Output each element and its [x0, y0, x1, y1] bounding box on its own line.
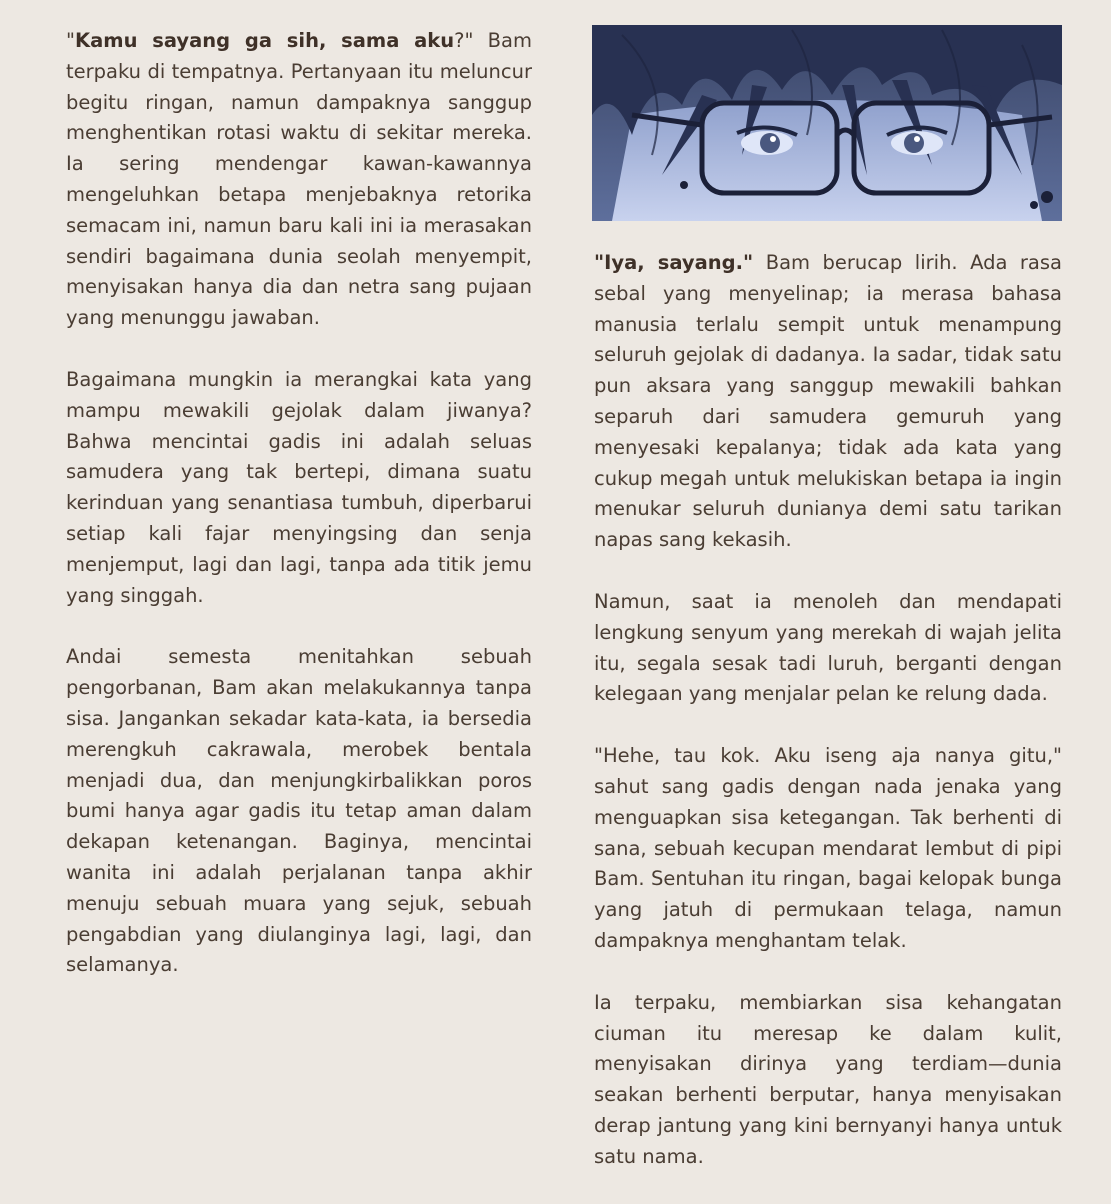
paragraph-text: Bam berucap lirih. Ada rasa sebal yang menyelinap; ia merasa bahasa manusia terlalu sempit untuk menampung seluruh gejolak di dadanya. Ia sadar, tidak satu pun aksara yang sanggup mewakili bahkan separuh dari samudera gemuruh yang menyesaki kepalanya; tidak ada kata yang cukup megah untuk melukiskan betapa ia ingin menukar seluruh dunianya demi satu tarikan napas sang kekasih. — [594, 251, 1062, 552]
right-column — [594, 248, 1062, 1204]
paragraph: Namun, saat ia menoleh dan mendapati lengkung senyum yang merekah di wajah jelita itu, segala sesak tadi luruh, berganti dengan kelegaan yang menjalar pelan ke relung dada. — [594, 589, 1062, 706]
glasses-boy-image — [592, 25, 1062, 221]
paragraph — [594, 248, 1062, 556]
character-illustration — [592, 25, 1062, 221]
paragraph: "Hehe, tau kok. Aku iseng aja nanya gitu," sahut sang gadis dengan nada jenaka yang menguapkan sisa ketegangan. Tak berhenti di sana, sebuah kecupan mendarat lembut di pipi Bam. Sentuhan itu ringan, bagai kelopak bunga yang jatuh di permukaan telaga, namun dampaknya menghantam telak. — [594, 744, 1062, 952]
dialogue-bold: Kamu sayang ga sih, sama aku — [74, 29, 455, 52]
quote-mark: " — [66, 29, 75, 52]
dialogue-bold: "Iya, sayang." — [594, 251, 754, 274]
paragraph: Andai semesta menitahkan sebuah pengorbanan, Bam akan melakukannya tanpa sisa. Jangankan sekadar kata-kata, ia bersedia merengkuh cakrawala, merobek bentala menjadi dua, dan menjungkirbalikkan poros bumi hanya agar gadis itu tetap aman dalam dekapan ketenangan. Baginya, mencintai wanita ini adalah perjalanan tanpa akhir menuju sebuah muara yang sejuk, sebuah pengabdian yang diulanginya lagi, lagi, dan selamanya. — [66, 645, 532, 977]
paragraph — [66, 26, 532, 334]
paragraph: Ia terpaku, membiarkan sisa kehangatan ciuman itu meresap ke dalam kulit, menyisakan dirinya yang terdiam—dunia seakan berhenti berputar, hanya menyisakan derap jantung yang kini bernyanyi hanya untuk satu nama. — [594, 990, 1062, 1168]
paragraph-text: ?" Bam terpaku di tempatnya. Pertanyaan itu meluncur begitu ringan, namun dampaknya sanggup menghentikan rotasi waktu di sekitar mereka. Ia sering mendengar kawan-kawannya mengeluhkan betapa menjebaknya retorika semacam ini, namun baru kali ini ia merasakan sendiri bagaimana dunia seolah menyempit, menyisakan hanya dia dan netra sang pujaan yang menunggu jawaban. — [66, 29, 532, 330]
left-column — [66, 26, 532, 1012]
paragraph: Bagaimana mungkin ia merangkai kata yang mampu mewakili gejolak dalam jiwanya? Bahwa mencintai gadis ini adalah seluas samudera yang tak bertepi, dimana suatu kerinduan yang senantiasa tumbuh, diperbarui setiap kali fajar menyingsing dan senja menjemput, lagi dan lagi, tanpa ada titik jemu yang singgah. — [66, 367, 532, 607]
